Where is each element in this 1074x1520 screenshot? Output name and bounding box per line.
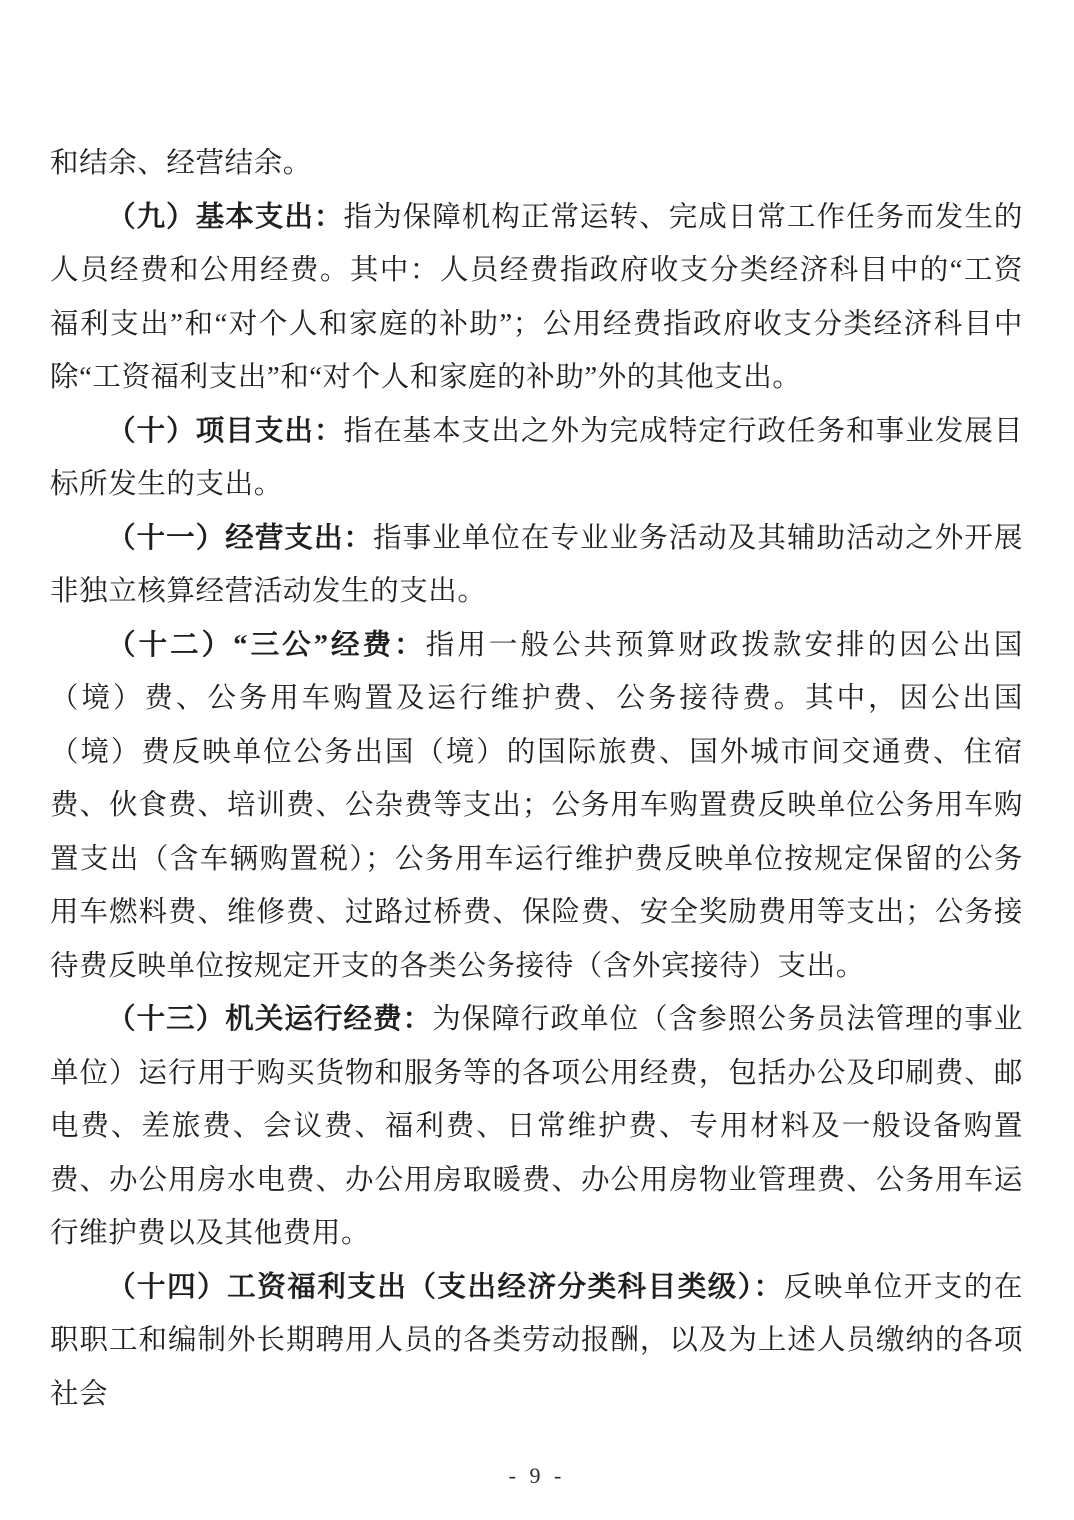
paragraph-lead: （九）基本支出： <box>107 201 344 233</box>
paragraph-lead: （十一）经营支出： <box>107 522 374 554</box>
paragraph-text: 为保障行政单位（含参照公务员法管理的事业单位）运行用于购买货物和服务等的各项公用经费，包括办公及印刷费、邮电费、差旅费、会议费、福利费、日常维护费、专用材料及一般设备购置费、办公用房水电费、办公用房取暖费、办公用房物业管理费、公务用车运行维护费以及其他费用。 <box>50 1004 1023 1249</box>
paragraph-item-10-project-expenditure <box>50 405 1023 512</box>
paragraph-lead: （十二）“三公”经费： <box>107 629 426 661</box>
paragraph-item-11-operating-expenditure <box>50 512 1023 619</box>
page-number: - 9 - <box>508 1463 566 1488</box>
paragraph-lead: （十）项目支出： <box>107 415 344 447</box>
paragraph-continuation <box>50 137 1023 191</box>
paragraph-text: 和结余、经营结余。 <box>50 148 312 179</box>
paragraph-item-12-three-public-funds <box>50 619 1023 994</box>
paragraph-text: 指事业单位在专业业务活动及其辅助活动之外开展非独立核算经营活动发生的支出。 <box>50 522 1024 607</box>
paragraph-text: 指在基本支出之外为完成特定行政任务和事业发展目标所发生的支出。 <box>50 415 1023 500</box>
document-body <box>50 137 1023 1421</box>
paragraph-lead: （十三）机关运行经费： <box>107 1004 433 1035</box>
page-footer <box>0 1463 1074 1489</box>
paragraph-item-14-salary-welfare-expenditure <box>50 1261 1023 1422</box>
paragraph-text: 指为保障机构正常运转、完成日常工作任务而发生的人员经费和公用经费。其中：人员经费指政府收支分类经济科目中的“工资福利支出”和“对个人和家庭的补助”；公用经费指政府收支分类经济科目中除“工资福利支出”和“对个人和家庭的补助”外的其他支出。 <box>50 201 1023 393</box>
paragraph-item-9-basic-expenditure <box>50 191 1023 405</box>
paragraph-item-13-agency-operating-funds <box>50 993 1023 1261</box>
paragraph-text: 反映单位开支的在职职工和编制外长期聘用人员的各类劳动报酬，以及为上述人员缴纳的各项社会 <box>50 1271 1023 1410</box>
paragraph-lead: （十四）工资福利支出（支出经济分类科目类级）： <box>107 1271 784 1303</box>
paragraph-text: 指用一般公共预算财政拨款安排的因公出国（境）费、公务用车购置及运行维护费、公务接待费。其中，因公出国（境）费反映单位公务出国（境）的国际旅费、国外城市间交通费、住宿费、伙食费、培训费、公杂费等支出；公务用车购置费反映单位公务用车购置支出（含车辆购置税）；公务用车运行维护费反映单位按规定保留的公务用车燃料费、维修费、过路过桥费、保险费、安全奖励费用等支出；公务接待费反映单位按规定开支的各类公务接待（含外宾接待）支出。 <box>50 629 1023 982</box>
